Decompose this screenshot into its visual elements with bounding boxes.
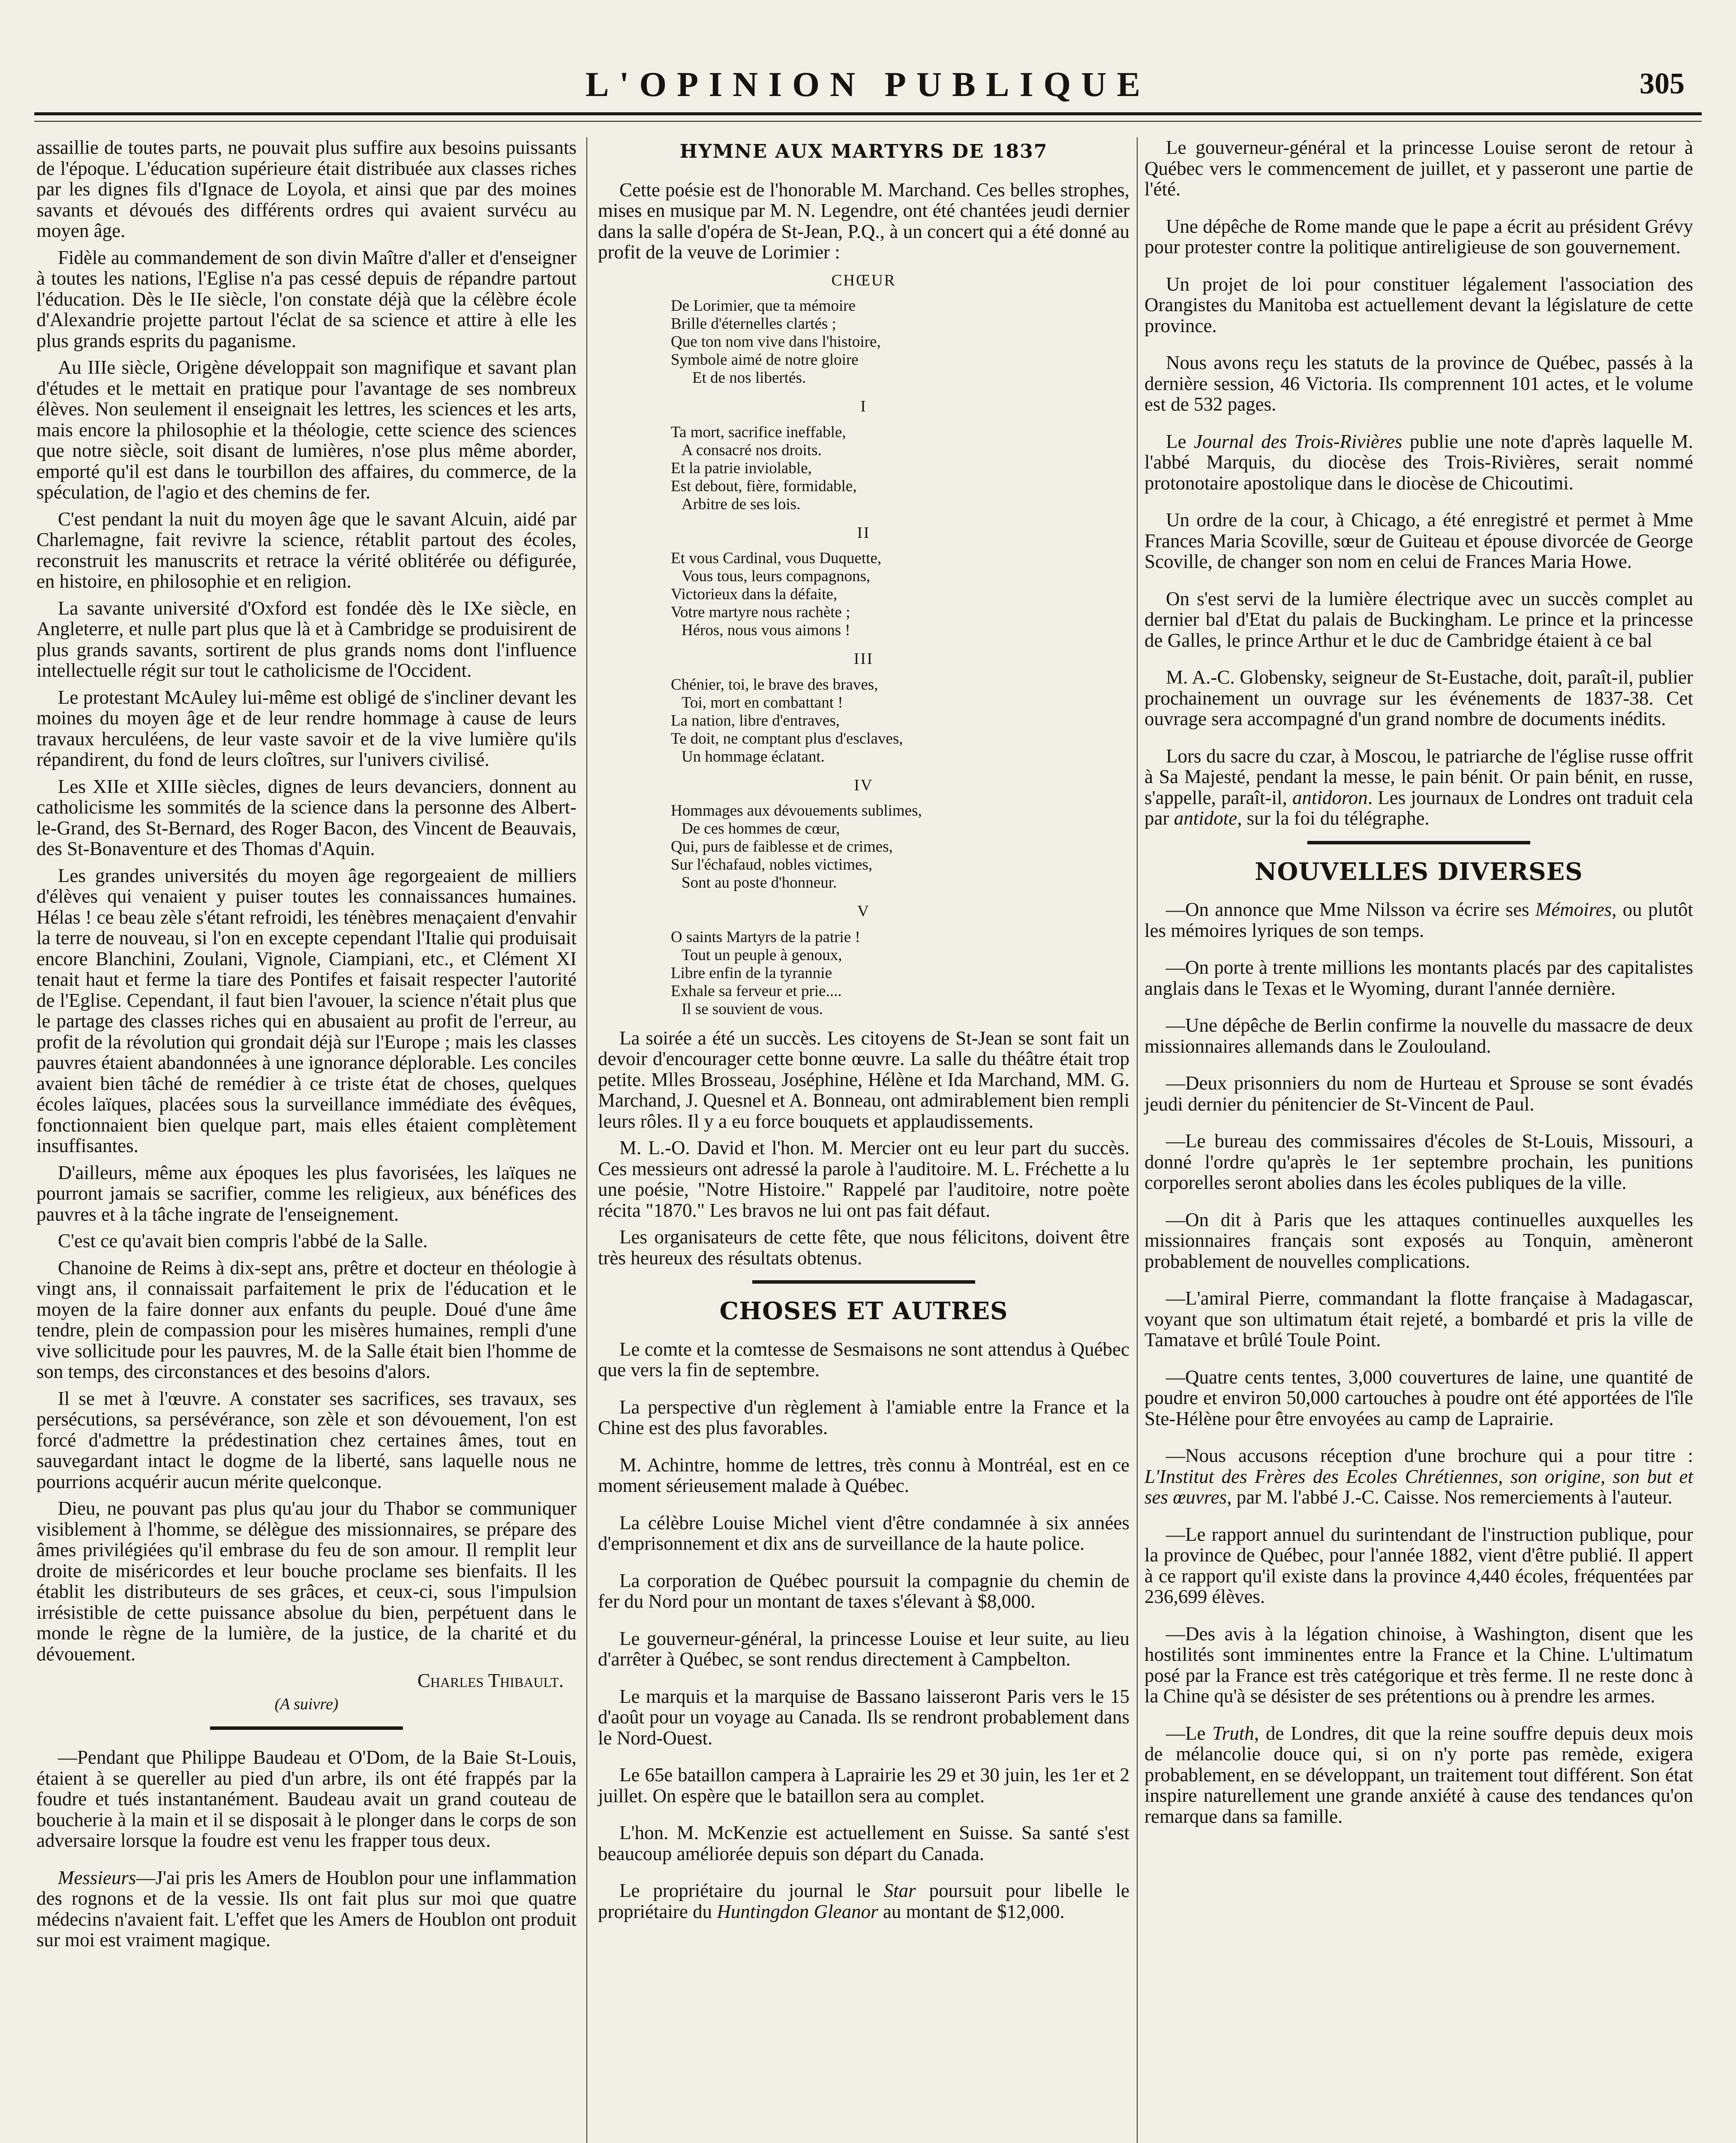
article-paragraph: C'est ce qu'avait bien compris l'abbé de la Salle. (58, 1230, 428, 1252)
news-item: —Quatre cents tentes, 3,000 couvertures de laine, une quantité de poudre et environ 50,000 cartouches à poudre ont été apportées de l'île Ste-Hélène pour être envoyées au camp de Laprairie. (1144, 1366, 1693, 1429)
brief-lead: Messieurs (58, 1867, 136, 1888)
news-item: —Des avis à la légation chinoise, à Washington, disent que les hostilités sont imminentes entre la France et la Chine. L'ultimatum posé par la France est très catégorique et très ferme. Il ne reste donc à la Chine qu'à se désister de ses prétentions ou à prendre les armes. (1144, 1623, 1693, 1707)
stanza-label: II (857, 524, 871, 542)
news-item: Un ordre de la cour, à Chicago, a été enregistré et permet à Mme Frances Maria Scoville, sœur de Guiteau et épouse divorcée de George Scoville, de changer son nom en celui de Frances Maria Howe. (1144, 509, 1693, 572)
news-item: Un projet de loi pour constituer légalement l'association des Orangistes du Manitoba est actuellement devant la législature de cette province. (1144, 273, 1693, 336)
news-brief: Messieurs—J'ai pris les Amers de Houblon pour une inflammation des rognons et de la vessie. Ils ont fait plus sur moi que quatre médecins n'avaient fait. L'effet que les Amers de Houblon ont produit sur moi est vraiment magique. (36, 1867, 577, 1951)
news-item: —On annonce que Mme Nilsson va écrire ses Mémoires, ou plutôt les mémoires lyriques de son temps. (1144, 899, 1693, 941)
article-paragraph: La savante université d'Oxford est fondée dès le IXe siècle, en Angleterre, et nulle part plus que là et à Cambridge se produisirent de plus grands savants, sortirent de plus grands noms dont l'influence intellectuelle régit sur tout le catholicisme de l'Occident. (36, 597, 577, 681)
article-paragraph: Les organisateurs de cette fête, que nous félicitons, doivent être très heureux des résultats obtenus. (598, 1226, 1129, 1269)
poem-stanza: O saints Martyrs de la patrie ! Tout un peuple à genoux, Libre enfin de la tyrannie Exhale sa ferveur et prie.... Il se souvient de vous. (671, 928, 860, 1018)
news-item: —Nous accusons réception d'une brochure qui a pour titre : L'Institut des Frères des Ecoles Chrétiennes, son origine, son but et ses œuvres, par M. l'abbé J.-C. Caisse. Nos remerciements à l'auteur. (1144, 1445, 1693, 1508)
article-paragraph: Il se met à l'œuvre. A constater ses sacrifices, ses travaux, ses persécutions, sa persévérance, son zèle et son dévouement, l'on est forcé d'admettre la prédestination chez certaines âmes, tout en sauvegardant intact le dogme de la liberté, sans laquelle nous ne pourrions acquérir aucun mérite quelconque. (36, 1387, 577, 1492)
article-paragraph: Les grandes universités du moyen âge regorgeaient de milliers d'élèves qui venaient y puiser toutes les connaissances humaines. Hélas ! ce beau zèle s'étant refroidi, les ténèbres menaçaient d'envahir la terre de nouveau, si l'on en excepte cependant l'Italie qui produisait encore Blanchini, Zoulani, Vignole, Ciampiani, etc., et Clément XI tenait haut et ferme la tiare des Pontifes et faisait respecter l'autorité de l'Eglise. Cependant, il faut bien l'avouer, la science n'était plus que le partage des classes riches qui en abusaient au profit de l'erreur, au profit de la révolution qui grondait déjà sur l'Europe ; mais les classes pauvres étaient abandonnées à une ignorance déplorable. Les conciles avaient bien tâché de remédier à ce triste état de choses, quelques écoles laïques, placées sous la surveillance immédiate des évêques, fonctionnaient bien quelque part, mais elles étaient complètement insuffisantes. (36, 864, 577, 1156)
news-item: —Le bureau des commissaires d'écoles de St-Louis, Missouri, a donné l'ordre qu'après le 1er septembre prochain, les punitions corporelles seront abolies dans les écoles publiques de la ville. (1144, 1130, 1693, 1193)
poem-stanza: Chénier, toi, le brave des braves, Toi, mort en combattant ! La nation, libre d'entraves, Te doit, ne comptant plus d'esclaves, Un hommage éclatant. (671, 675, 903, 765)
news-item: —Une dépêche de Berlin confirme la nouvelle du massacre de deux missionnaires allemands dans le Zoulouland. (1144, 1014, 1693, 1057)
article-paragraph: Chanoine de Reims à dix-sept ans, prêtre et docteur en théologie à vingt ans, il connaissait parfaitement le prix de l'éducation et le moyen de la faire donner aux enfants du peuple. Doué d'une âme tendre, plein de compassion pour les misères humaines, rempli d'une vive sollicitude pour les pauvres, M. de la Salle était bien l'homme de son temps, des circonstances et des besoins d'alors. (36, 1257, 577, 1382)
article-paragraph: Dieu, ne pouvant pas plus qu'au jour du Thabor se communiquer visiblement à l'homme, se délègue des missionnaires, se prépare des âmes privilégiées qu'il embrase du feu de son amour. Il remplit leur droite de miséricordes et leur bouche proclame ses bienfaits. Il les établit les distributeurs de ses grâces, et ceux-ci, sous l'impulsion irrésistible de cette puissance absolue du bien, perpétuent dans le monde le règne de la lumière, de la justice, de la charité et du dévouement. (36, 1498, 577, 1665)
news-item: Lors du sacre du czar, à Moscou, le patriarche de l'église russe offrit à Sa Majesté, pendant la messe, le pain bénit. Or pain bénit, en russe, s'appelle, paraît-il, antidoron. Les journaux de Londres ont traduit cela par antidote, sur la foi du télégraphe. (1144, 745, 1693, 829)
article-paragraph: C'est pendant la nuit du moyen âge que le savant Alcuin, aidé par Charlemagne, fait revivre la science, rétablit partout des écoles, reconstruit les manuscrits et retrace la vérité oblitérée ou défigurée, en histoire, en philosophie et en religion. (36, 508, 577, 592)
article-paragraph: D'ailleurs, même aux époques les plus favorisées, les laïques ne pourront jamais se sacrifier, comme les religieux, aux bénéfices des pauvres et à la tâche ingrate de l'enseignement. (36, 1162, 577, 1225)
news-item: Le 65e bataillon campera à Laprairie les 29 et 30 juin, les 1er et 2 juillet. On espère que le bataillon sera au complet. (598, 1764, 1129, 1807)
masthead (34, 64, 1702, 105)
section-heading: NOUVELLES DIVERSES (1255, 857, 1583, 886)
author-signature: Charles Thibault. (417, 1670, 564, 1691)
poem-stanza: Hommages aux dévouements sublimes, De ces hommes de cœur, Qui, purs de faiblesse et de crimes, Sur l'échafaud, nobles victimes, Sont au poste d'honneur. (671, 802, 922, 891)
section-divider (210, 1726, 403, 1730)
section-divider (752, 1280, 975, 1284)
section-heading: CHOSES ET AUTRES (719, 1297, 1008, 1325)
stanza-label: IV (854, 776, 874, 794)
article-paragraph: Fidèle au commandement de son divin Maître d'aller et d'enseigner à toutes les nations, l'Eglise n'a pas cessé depuis de répandre partout l'éducation. Dès le IIe siècle, l'on constate déjà que la célèbre école d'Alexandrie projette partout l'éclat de sa science et attire à elle les plus grands esprits du paganisme. (36, 246, 577, 351)
news-item: Le gouverneur-général, la princesse Louise et leur suite, au lieu d'arrêter à Québec, se sont rendus directement à Campbelton. (598, 1627, 1129, 1670)
news-item: —On dit à Paris que les attaques continuelles auxquelles les missionnaires français sont exposés au Tonquin, amèneront probablement de nouvelles complications. (1144, 1209, 1693, 1272)
news-item: —Deux prisonniers du nom de Hurteau et Sprouse se sont évadés jeudi dernier du pénitencier de St-Vincent de Paul. (1144, 1072, 1693, 1115)
news-item: Le marquis et la marquise de Bassano laisseront Paris vers le 15 d'août pour un voyage au Canada. Ils se rendront probablement dans le Nord-Ouest. (598, 1685, 1129, 1749)
news-brief: —Pendant que Philippe Baudeau et O'Dom, de la Baie St-Louis, étaient à se quereller au pied d'un arbre, ils ont été frappés par la foudre et tués instantanément. Baudeau avait un grand couteau de boucherie à la main et il se disposait à le plonger dans le corps de son adversaire lorsque la foudre est venu les frapper tous deux. (36, 1747, 577, 1851)
masthead-rule-thick (34, 112, 1702, 115)
hymn-heading: HYMNE AUX MARTYRS DE 1837 (679, 141, 1048, 162)
stanza-label: V (857, 903, 870, 920)
column-3 (1144, 137, 1693, 1833)
news-item: Le propriétaire du journal le Star poursuit pour libelle le propriétaire du Huntingdon Gleanor au montant de $12,000. (598, 1880, 1129, 1922)
news-item: M. Achintre, homme de lettres, très connu à Montréal, est en ce moment sérieusement malade à Québec. (598, 1454, 1129, 1496)
poem-stanza: Ta mort, sacrifice ineffable, A consacré nos droits. Et la patrie inviolable, Est debout, fière, formidable, Arbitre de ses lois. (671, 423, 857, 513)
news-item: Le comte et la comtesse de Sesmaisons ne sont attendus à Québec que vers la fin de septembre. (598, 1338, 1129, 1381)
hymn-intro: Cette poésie est de l'honorable M. Marchand. Ces belles strophes, mises en musique par M. N. Legendre, ont été chantées jeudi dernier dans la salle d'opéra de St-Jean, P.Q., à un concert qui a été donné au profit de la veuve de Lorimier : (598, 179, 1129, 263)
news-item: La perspective d'un règlement à l'amiable entre la France et la Chine est des plus favorables. (598, 1396, 1129, 1438)
news-item: —Le rapport annuel du surintendant de l'instruction publique, pour la province de Québec, pour l'année 1882, vient d'être publié. Il appert à ce rapport qu'il existe dans la province 4,440 écoles, fréquentées par 236,699 élèves. (1144, 1523, 1693, 1607)
column-2 (598, 137, 1129, 1928)
article-paragraph: M. L.-O. David et l'hon. M. Mercier ont eu leur part du succès. Ces messieurs ont adressé la parole à l'auditoire. M. L. Fréchette a lu une poésie, "Notre Histoire." Rappelé par l'auditoire, notre poète récita "1870." Les bravos ne lui ont pas fait défaut. (598, 1137, 1129, 1221)
news-item: Une dépêche de Rome mande que le pape a écrit au président Grévy pour protester contre la politique antireligieuse de son gouvernement. (1144, 215, 1693, 258)
article-paragraph: Les XIIe et XIIIe siècles, dignes de leurs devanciers, donnent au catholicisme les sommités de la science dans la personne des Albert-le-Grand, des St-Bernard, des Roger Bacon, des Vincent de Beauvais, des St-Bonaventure et des Thomas d'Aquin. (36, 775, 577, 859)
stanza-label: III (854, 650, 874, 668)
newspaper-title: L'OPINION PUBLIQUE (585, 65, 1151, 104)
news-item: La célèbre Louise Michel vient d'être condamnée à six années d'emprisonnement et dix ans de surveillance de la haute police. (598, 1512, 1129, 1554)
article-paragraph: Le protestant McAuley lui-même est obligé de s'incliner devant les moines du moyen âge et de leur rendre hommage à cause de leurs travaux herculéens, de leur vaste savoir et de la vive lumière qu'ils répandirent, du fond de leurs cloîtres, sur l'univers civilisé. (36, 686, 577, 770)
news-item: Le gouverneur-général et la princesse Louise seront de retour à Québec vers le commencement de juillet, et y passeront une partie de l'été. (1144, 137, 1693, 200)
masthead-rule-thin (34, 121, 1702, 122)
news-item: —On porte à trente millions les montants placés par des capitalistes anglais dans le Texas et le Wyoming, durant l'année dernière. (1144, 957, 1693, 999)
news-item: —L'amiral Pierre, commandant la flotte française à Madagascar, voyant que son ultimatum était rejeté, a bombardé et pris la ville de Tamatave et brûlé Toule Point. (1144, 1288, 1693, 1351)
news-item: On s'est servi de la lumière électrique avec un succès complet au dernier bal d'Etat du palais de Buckingham. Le prince et la princesse de Galles, le prince Arthur et le duc de Cambridge étaient à ce bal (1144, 588, 1693, 651)
news-item: Nous avons reçu les statuts de la province de Québec, passés à la dernière session, 46 Victoria. Ils comprennent 101 actes, et le volume est de 532 pages. (1144, 352, 1693, 415)
news-item: Le Journal des Trois-Rivières publie une note d'après laquelle M. l'abbé Marquis, du diocèse des Trois-Rivières, serait nommé protonotaire apostolique dans le diocèse de Chicoutimi. (1144, 430, 1693, 494)
article-paragraph: Au IIIe siècle, Origène développait son magnifique et savant plan d'études et le mettait en pratique pour l'avantage de ses nombreux élèves. Non seulement il enseignait les lettres, les sciences et les arts, mais encore la philosophie et la théologie, cette science des sciences que notre siècle, soit disant de lumières, n'ose plus même aborder, emporté qu'il est dans le tourbillon des affaires, du commerce, de la spéculation, de l'agio et des chemins de fer. (36, 357, 577, 503)
to-be-continued: (A suivre) (274, 1695, 339, 1713)
column-divider (586, 137, 587, 2143)
poem-stanza: Et vous Cardinal, vous Duquette, Vous tous, leurs compagnons, Victorieux dans la défaite, Votre martyre nous rachète ; Héros, nous vous aimons ! (671, 549, 882, 639)
article-paragraph: assaillie de toutes parts, ne pouvait plus suffire aux besoins puissants de l'époque. L'éducation supérieure était distribuée aux classes riches par les dignes fils d'Ignace de Loyola, et ainsi que par des moines savants et dévoués des différents ordres qui avaient survécu au moyen âge. (36, 137, 577, 241)
poem-chorus: De Lorimier, que ta mémoire Brille d'éternelles clartés ; Que ton nom vive dans l'histoire, Symbole aimé de notre gloire Et de nos libertés. (671, 297, 881, 387)
section-divider (1307, 841, 1530, 844)
chorus-label: CHŒUR (831, 271, 896, 289)
news-item: M. A.-C. Globensky, seigneur de St-Eustache, doit, paraît-il, publier prochainement un ouvrage sur les événements de 1837-38. Cet ouvrage sera accompagné d'un grand nombre de documents inédits. (1144, 666, 1693, 729)
column-1 (36, 137, 577, 1957)
stanza-label: I (860, 398, 867, 415)
news-item: La corporation de Québec poursuit la compagnie du chemin de fer du Nord pour un montant de taxes s'élevant à $8,000. (598, 1570, 1129, 1612)
column-divider (1137, 137, 1138, 2143)
news-item: —Le Truth, de Londres, dit que la reine souffre depuis deux mois de mélancolie douce qui, si on n'y porte pas remède, exigera probablement, en se développant, un traitement tout différent. Son état inspire naturellement une grande anxiété à cause des tendances qu'on remarque dans sa famille. (1144, 1722, 1693, 1827)
news-item: L'hon. M. McKenzie est actuellement en Suisse. Sa santé s'est beaucoup améliorée depuis son départ du Canada. (598, 1822, 1129, 1864)
article-paragraph: La soirée a été un succès. Les citoyens de St-Jean se sont fait un devoir d'encourager cette bonne œuvre. La salle du théâtre était trop petite. Mlles Brosseau, Joséphine, Hélène et Ida Marchand, MM. G. Marchand, J. Quesnel et A. Bonneau, ont admirablement bien rempli leurs rôles. Il y a eu force bouquets et applaudissements. (598, 1027, 1129, 1132)
page-number: 305 (1640, 67, 1685, 100)
